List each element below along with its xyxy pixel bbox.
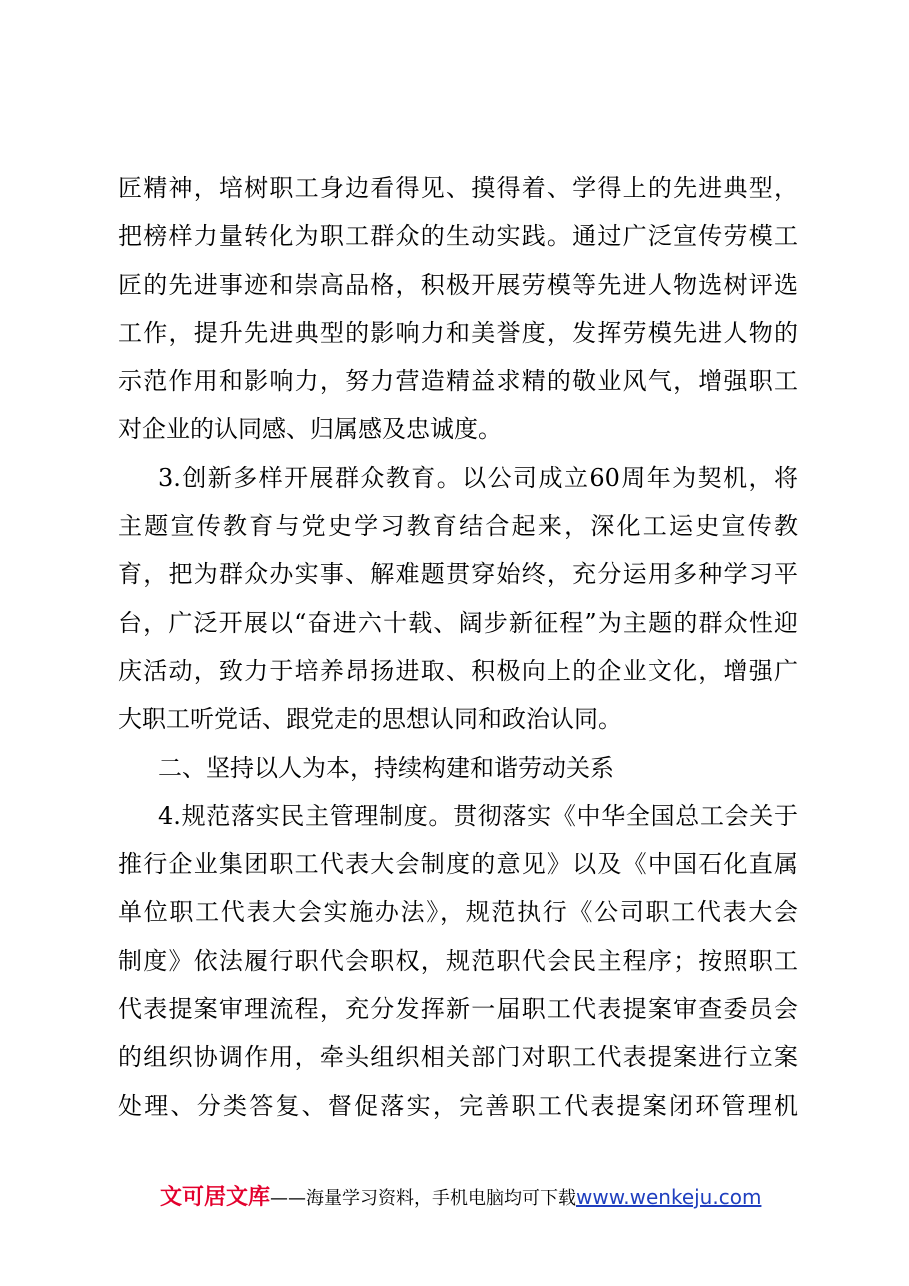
text-line: 示范作用和影响力，努力营造精益求精的敬业风气，增强职工 (118, 367, 798, 396)
text-line: 庆活动，致力于培养昂扬进取、积极向上的企业文化，增强广 (118, 656, 798, 685)
text-line: 台，广泛开展以“奋进六十载、阔步新征程”为主题的群众性迎 (118, 608, 798, 637)
text-line: 工作，提升先进典型的影响力和美誉度，发挥劳模先进人物的 (118, 318, 798, 347)
document-body (118, 164, 798, 1130)
text-line: 主题宣传教育与党史学习教育结合起来，深化工运史宣传教 (118, 512, 798, 541)
text-line: 匠的先进事迹和崇高品格，积极开展劳模等先进人物选树评选 (118, 270, 798, 299)
paragraph-4-first-line: 4.规范落实民主管理制度。贯彻落实《中华全国总工会关于 (158, 801, 798, 830)
text-line: 的组织协调作用，牵头组织相关部门对职工代表提案进行立案 (118, 1043, 798, 1072)
text-line: 匠精神，培树职工身边看得见、摸得着、学得上的先进典型， (118, 174, 798, 202)
text-line: 处理、分类答复、督促落实，完善职工代表提案闭环管理机 (118, 1091, 798, 1120)
paragraph-3-first-line: 3.创新多样开展群众教育。以公司成立60周年为契机，将 (158, 463, 798, 492)
section-heading: 二、坚持以人为本，持续构建和谐劳动关系 (158, 753, 614, 782)
footer-website-link[interactable]: www.wenkeju.com (576, 1185, 762, 1209)
text-line: 代表提案审理流程，充分发挥新一届职工代表提案审查委员会 (118, 995, 798, 1024)
text-line: 育，把为群众办实事、解难题贯穿始终，充分运用多种学习平 (118, 560, 798, 589)
text-line: 大职工听党话、跟党走的思想认同和政治认同。 (118, 705, 622, 734)
text-line: 把榜样力量转化为职工群众的生动实践。通过广泛宣传劳模工 (118, 222, 798, 251)
text-line: 对企业的认同感、归属感及忠诚度。 (118, 415, 502, 444)
text-line: 推行企业集团职工代表大会制度的意见》以及《中国石化直属 (118, 850, 798, 879)
footer-banner (160, 1180, 780, 1214)
footer-brand: 文可居文库 (160, 1185, 271, 1210)
text-line: 制度》依法履行职代会职权，规范职代会民主程序；按照职工 (118, 946, 798, 975)
footer-tagline: ——海量学习资料，手机电脑均可下载 (270, 1188, 577, 1209)
text-line: 单位职工代表大会实施办法》，规范执行《公司职工代表大会 (118, 898, 798, 927)
